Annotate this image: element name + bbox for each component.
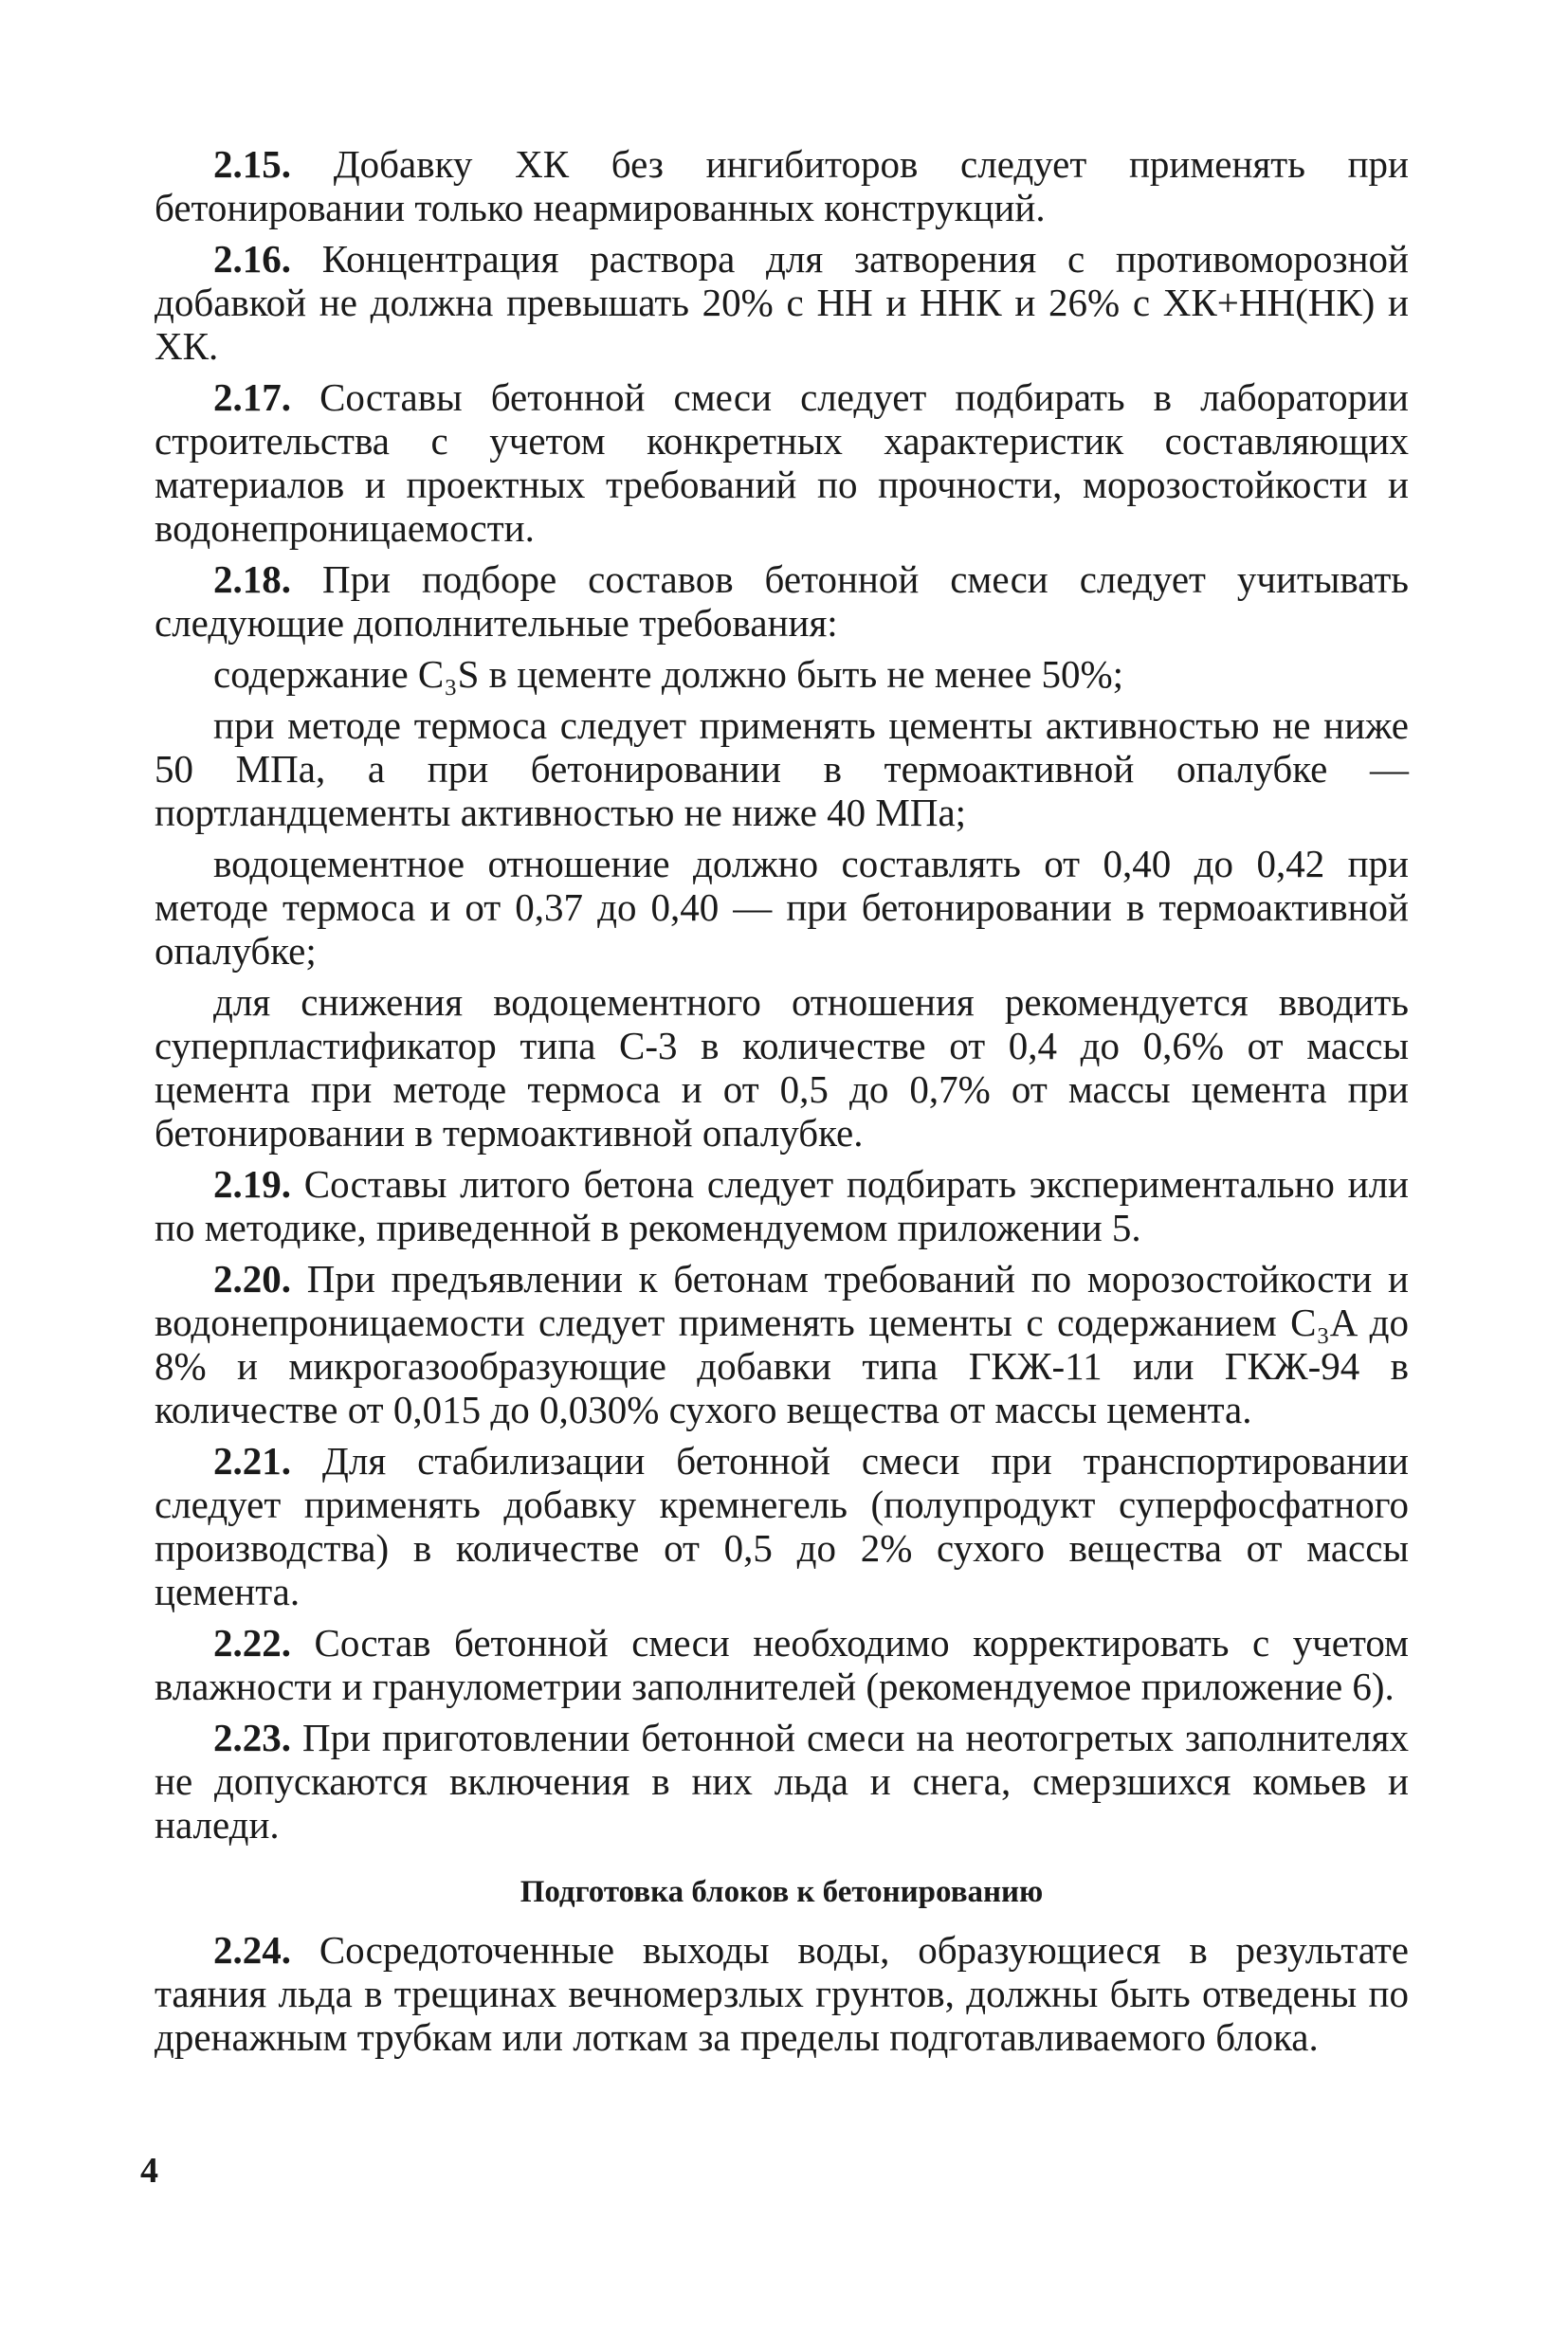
paragraph-text: Добавку ХК без ингибиторов следует применять при бетонировании только неармированных конструкций. <box>155 142 1409 229</box>
paragraph <box>155 237 1409 368</box>
paragraph <box>155 1439 1409 1613</box>
paragraph-number: 2.24. <box>213 1928 291 1972</box>
paragraph-text: для снижения водоцементного отношения рекомендуется вводить суперпластификатор типа С-3 в количестве от 0,4 до 0,6% от массы цемента при методе термоса и от 0,5 до 0,7% от массы цемента при бетонировании в термоактивной опалубке. <box>155 980 1409 1155</box>
section-title: Подготовка блоков к бетонированию <box>520 1875 1044 1909</box>
paragraph-number: 2.16. <box>213 237 291 281</box>
paragraph-text: Состав бетонной смеси необходимо корректировать с учетом влажности и гранулометрии заполнителей (рекомендуемое приложение 6). <box>155 1621 1409 1708</box>
paragraph-text: Составы литого бетона следует подбирать экспериментально или по методике, приведенной в рекомендуемом приложении 5. <box>155 1162 1409 1249</box>
paragraph-number: 2.21. <box>213 1439 291 1483</box>
paragraph-number: 2.23. <box>213 1716 291 1759</box>
paragraph-text: при методе термоса следует применять цементы активностью не ниже 50 МПа, а при бетонировании в термоактивной опалубке — портландцементы активностью не ниже 40 МПа; <box>155 703 1409 834</box>
paragraph <box>155 1928 1409 2059</box>
paragraph <box>155 703 1409 834</box>
paragraph-text: водоцементное отношение должно составлять от 0,40 до 0,42 при методе термоса и от 0,37 до 0,40 — при бетонировании в термоактивной опалубке; <box>155 842 1409 973</box>
paragraph <box>155 980 1409 1155</box>
paragraph-text: При приготовлении бетонной смеси на неотогретых заполнителях не допускаются включения в них льда и снега, смерзшихся комьев и наледи. <box>155 1716 1409 1847</box>
paragraph-number: 2.18. <box>213 557 291 601</box>
paragraph <box>155 1621 1409 1708</box>
paragraph <box>155 1716 1409 1847</box>
paragraph-text: При подборе составов бетонной смеси следует учитывать следующие дополнительные требования: <box>155 557 1409 645</box>
paragraph <box>155 557 1409 645</box>
page-number: 4 <box>140 2151 158 2191</box>
paragraph-number: 2.17. <box>213 375 291 419</box>
paragraph-text: Составы бетонной смеси следует подбирать в лаборатории строительства с учетом конкретных характеристик составляющих материалов и проектных требований по прочности, морозостойкости и водонепроницаемости. <box>155 375 1409 550</box>
paragraph <box>155 652 1409 696</box>
paragraph-text: Сосредоточенные выходы воды, образующиеся в результате таяния льда в трещинах вечномерзлых грунтов, должны быть отведены по дренажным трубкам или лоткам за пределы подготавливаемого блока. <box>155 1928 1409 2059</box>
document-page <box>155 142 1409 2066</box>
paragraph-text: Для стабилизации бетонной смеси при транспортировании следует применять добавку кремнегель (полупродукт суперфосфатного производства) в количестве от 0,5 до 2% сухого вещества от массы цемента. <box>155 1439 1409 1613</box>
paragraph <box>155 1162 1409 1249</box>
paragraph-number: 2.20. <box>213 1257 291 1301</box>
paragraph <box>155 375 1409 550</box>
paragraph <box>155 842 1409 973</box>
paragraph-number: 2.22. <box>213 1621 291 1665</box>
paragraph <box>155 1257 1409 1431</box>
paragraph-text: содержание C₃S в цементе должно быть не менее 50%; <box>213 652 1124 696</box>
paragraph-number: 2.15. <box>213 142 291 186</box>
paragraph-list <box>155 142 1409 1847</box>
paragraph-number: 2.19. <box>213 1162 291 1206</box>
paragraph-text: Концентрация раствора для затворения с противоморозной добавкой не должна превышать 20% с НН и ННК и 26% с ХК+НН(НК) и ХК. <box>155 237 1409 368</box>
paragraph-text: При предъявлении к бетонам требований по морозостойкости и водонепроницаемости следует применять цементы с содержанием C₃A до 8% и микрогазообразующие добавки типа ГКЖ-11 или ГКЖ-94 в количестве от 0,015 до 0,030% сухого вещества от массы цемента. <box>155 1257 1409 1431</box>
section-paragraph-list <box>155 1928 1409 2059</box>
paragraph <box>155 142 1409 229</box>
